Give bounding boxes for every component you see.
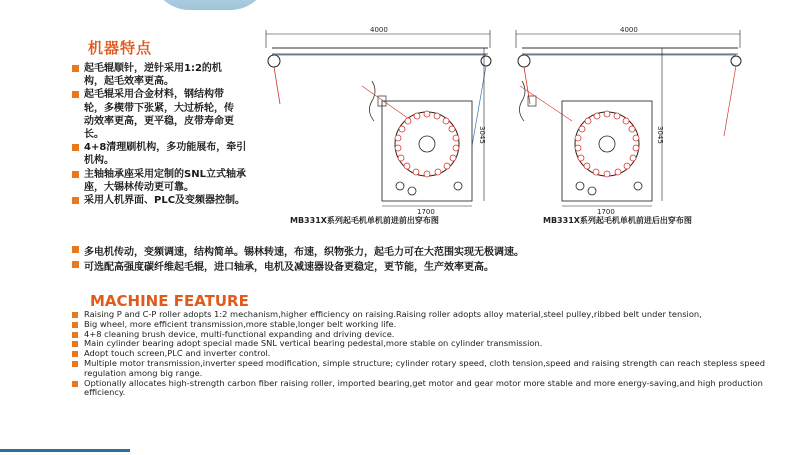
list-item: Adopt touch screen,PLC and inverter control. — [70, 349, 790, 359]
list-item: 起毛辊采用合金材料，钢结构带轮，多楔带下张紧，大过桥轮，传动效率更高，更平稳，皮带寿命更长。 — [70, 88, 242, 141]
base-dimension: 1700 — [597, 208, 615, 216]
bullet-icon — [72, 171, 79, 178]
list-item: 4+8清理刷机构，多功能展布，牵引机构。 — [70, 141, 249, 167]
bullet-icon — [72, 144, 79, 151]
list-item: 起毛辊顺针，逆针采用1:2的机构，起毛效率更高。 — [70, 62, 234, 88]
bullet-icon — [72, 65, 79, 72]
en-feature-list — [70, 310, 790, 398]
list-item: 4+8 cleaning brush device, multi-functional expanding and driving device. — [70, 330, 790, 340]
bullet-icon — [72, 91, 79, 98]
width-dimension: 4000 — [370, 26, 388, 34]
diagram-caption-rear: MB331X系列起毛机单机前进后出穿布图 — [543, 216, 692, 225]
header-decoration — [150, 0, 270, 10]
list-item: Raising P and C-P roller adopts 1:2 mechanism,higher efficiency on raising.Raising roller adopts alloy material,steel pulley,ribbed belt under tension, — [70, 310, 790, 320]
bullet-icon — [72, 332, 78, 338]
diagram-caption-front: MB331X系列起毛机单机前进前出穿布图 — [290, 216, 439, 225]
bullet-icon — [72, 381, 78, 387]
height-dimension: 3045 — [656, 126, 664, 144]
threading-diagram-rear — [512, 26, 757, 216]
list-item: 可选配高强度碳纤维起毛辊，进口轴承，电机及减速器设备更稳定，更节能，生产效率更高。 — [70, 258, 797, 273]
bullet-icon — [72, 322, 78, 328]
bullet-icon — [72, 312, 78, 318]
bullet-icon — [72, 361, 78, 367]
list-item: 采用人机界面、PLC及变频器控制。 — [70, 194, 334, 207]
cn-section-heading: 机器特点 — [88, 39, 153, 57]
footer-accent-line — [0, 449, 130, 452]
list-item: 主轴轴承座采用定制的SNL立式轴承座，大锡林传动更可靠。 — [70, 168, 256, 194]
width-dimension: 4000 — [620, 26, 638, 34]
en-section-heading: MACHINE FEATURE — [90, 292, 249, 310]
threading-diagram-front — [262, 26, 507, 216]
bullet-icon — [72, 341, 78, 347]
bullet-icon — [72, 246, 79, 253]
bullet-icon — [72, 197, 79, 204]
bullet-icon — [72, 351, 78, 357]
base-dimension: 1700 — [417, 208, 435, 216]
list-item: Big wheel, more efficient transmission,more stable,longer belt working life. — [70, 320, 790, 330]
list-item: Main cylinder bearing adopt special made SNL vertical bearing pedestal,more stable on cylinder transmission. — [70, 339, 790, 349]
list-item: Optionally allocates high-strength carbon fiber raising roller, imported bearing,get motor and gear motor more stable and more energy-saving,and high production efficiency. — [70, 379, 790, 399]
list-item: 多电机传动，变频调速，结构简单。锡林转速，布速，织物张力，起毛力可在大范围实现无极调速。 — [70, 243, 797, 258]
height-dimension: 3045 — [478, 126, 486, 144]
list-item: Multiple motor transmission,inverter speed modification, simple structure; cylinder rotary speed, cloth tension,speed and raising strength can reach stepless speed regulation among big range. — [70, 359, 790, 379]
bullet-icon — [72, 261, 79, 268]
